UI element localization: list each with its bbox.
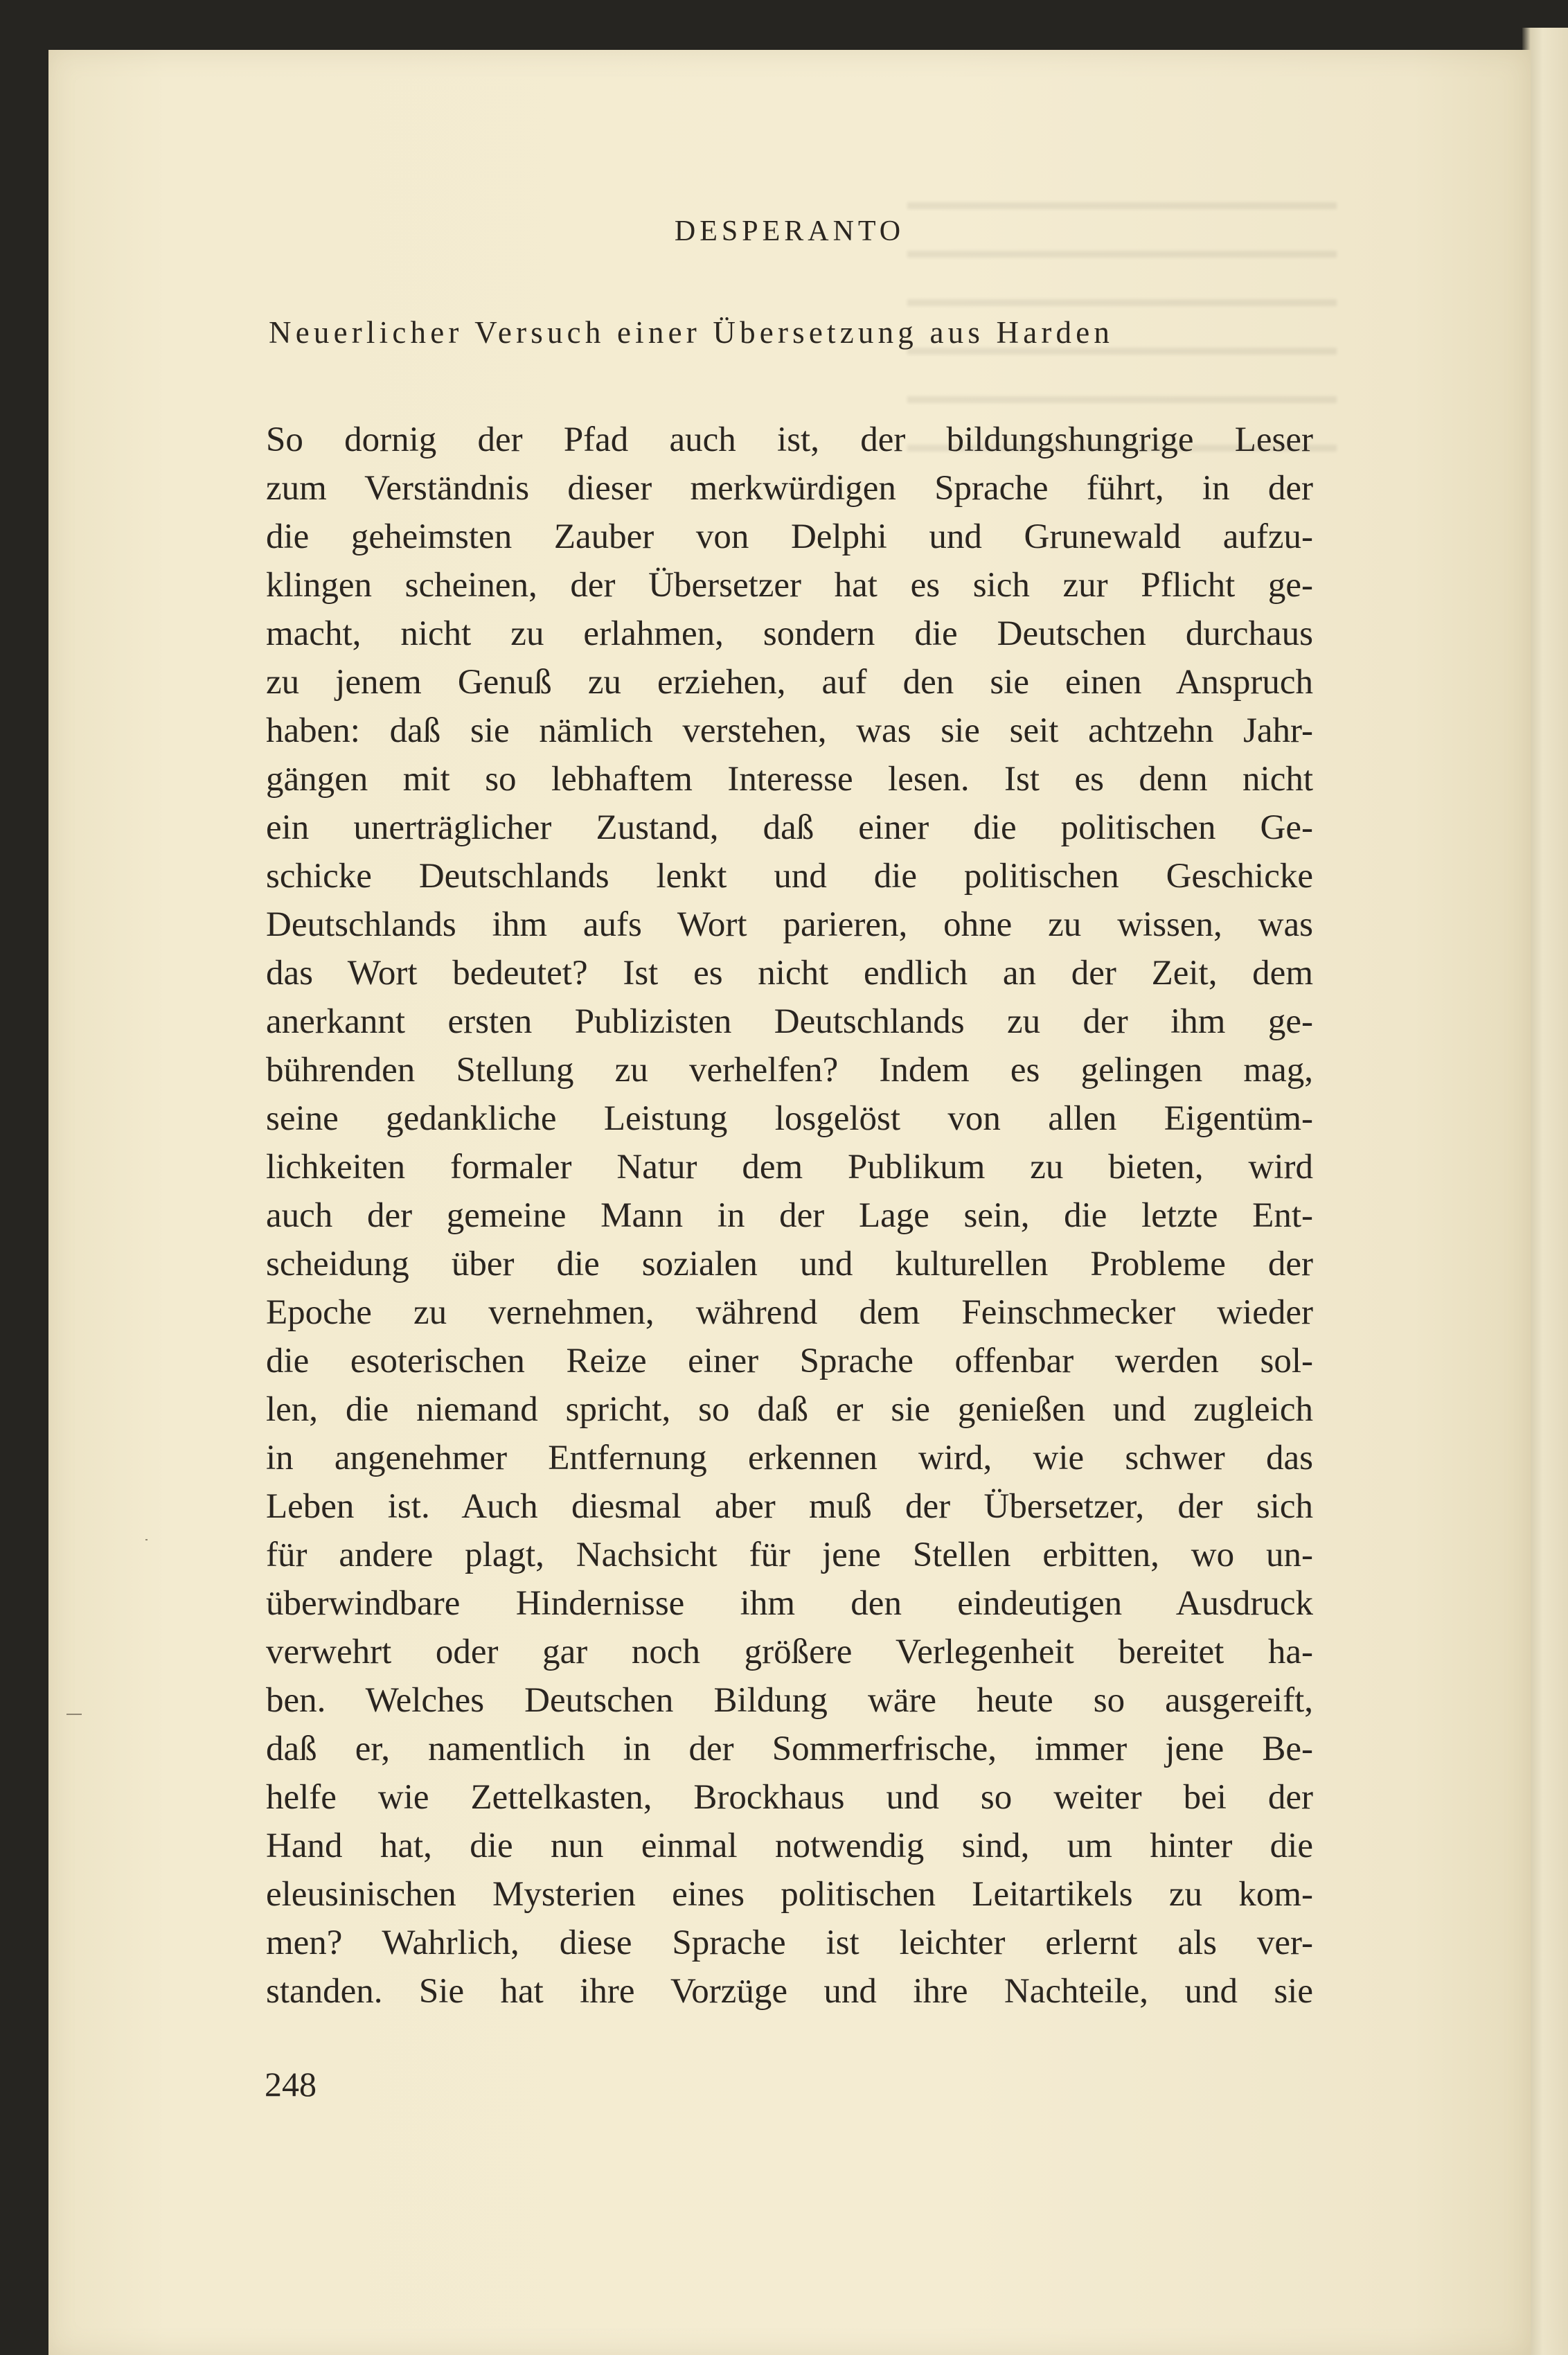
text-line: verwehrt oder gar noch größere Verlegenheit bereitet ha- xyxy=(266,1633,1313,1671)
chapter-title: DESPERANTO xyxy=(674,215,905,247)
text-line: scheidung über die sozialen und kulturellen Probleme der xyxy=(266,1245,1313,1283)
text-line: len, die niemand spricht, so daß er sie genießen und zugleich xyxy=(266,1390,1313,1429)
text-line: gängen mit so lebhaftem Interesse lesen. Ist es denn nicht xyxy=(266,760,1313,799)
text-line: in angenehmer Entfernung erkennen wird, wie schwer das xyxy=(266,1439,1313,1477)
margin-mark xyxy=(66,1714,82,1715)
text-line: die geheimsten Zauber von Delphi und Grunewald aufzu- xyxy=(266,517,1313,556)
text-line: ein unerträglicher Zustand, daß einer die politischen Ge- xyxy=(266,808,1313,847)
text-line: men? Wahrlich, diese Sprache ist leichter erlernt als ver- xyxy=(266,1923,1313,1962)
text-line: seine gedankliche Leistung losgelöst von allen Eigentüm- xyxy=(266,1099,1313,1138)
text-line: anerkannt ersten Publizisten Deutschlands zu der ihm ge- xyxy=(266,1002,1313,1041)
text-line: klingen scheinen, der Übersetzer hat es sich zur Pflicht ge- xyxy=(266,566,1313,605)
text-line: eleusinischen Mysterien eines politischen Leitartikels zu kom- xyxy=(266,1875,1313,1914)
text-line: haben: daß sie nämlich verstehen, was sie seit achtzehn Jahr- xyxy=(266,711,1313,750)
text-line: Leben ist. Auch diesmal aber muß der Übersetzer, der sich xyxy=(266,1487,1313,1526)
text-line: Epoche zu vernehmen, während dem Feinschmecker wieder xyxy=(266,1293,1313,1332)
margin-mark xyxy=(145,1539,148,1540)
text-line: ben. Welches Deutschen Bildung wäre heute so ausgereift, xyxy=(266,1681,1313,1720)
text-line: lichkeiten formaler Natur dem Publikum zu bieten, wird xyxy=(266,1148,1313,1187)
text-line: das Wort bedeutet? Ist es nicht endlich an der Zeit, dem xyxy=(266,954,1313,993)
text-line: Deutschlands ihm aufs Wort parieren, ohne zu wissen, was xyxy=(266,905,1313,944)
text-line: die esoterischen Reize einer Sprache offenbar werden sol- xyxy=(266,1342,1313,1380)
text-line: macht, nicht zu erlahmen, sondern die Deutschen durchaus xyxy=(266,614,1313,653)
chapter-subtitle: Neuerlicher Versuch einer Übersetzung aus Harden xyxy=(269,315,1114,350)
text-line: bührenden Stellung zu verhelfen? Indem es gelingen mag, xyxy=(266,1051,1313,1090)
text-line: schicke Deutschlands lenkt und die politischen Geschicke xyxy=(266,857,1313,896)
page-number: 248 xyxy=(265,2065,317,2104)
text-line: überwindbare Hindernisse ihm den eindeutigen Ausdruck xyxy=(266,1584,1313,1623)
text-line: auch der gemeine Mann in der Lage sein, die letzte Ent- xyxy=(266,1196,1313,1235)
text-line: zum Verständnis dieser merkwürdigen Sprache führt, in der xyxy=(266,469,1313,508)
body-text xyxy=(266,416,1313,2016)
text-line: standen. Sie hat ihre Vorzüge und ihre Nachteile, und sie xyxy=(266,1972,1313,2011)
text-line: zu jenem Genuß zu erziehen, auf den sie einen Anspruch xyxy=(266,663,1313,702)
book-page xyxy=(48,50,1531,2355)
text-line: Hand hat, die nun einmal notwendig sind, um hinter die xyxy=(266,1827,1313,1865)
text-line: daß er, namentlich in der Sommerfrische, immer jene Be- xyxy=(266,1730,1313,1768)
text-line: helfe wie Zettelkasten, Brockhaus und so weiter bei der xyxy=(266,1778,1313,1817)
text-line: für andere plagt, Nachsicht für jene Stellen erbitten, wo un- xyxy=(266,1536,1313,1574)
text-line: So dornig der Pfad auch ist, der bildungshungrige Leser xyxy=(266,420,1313,459)
